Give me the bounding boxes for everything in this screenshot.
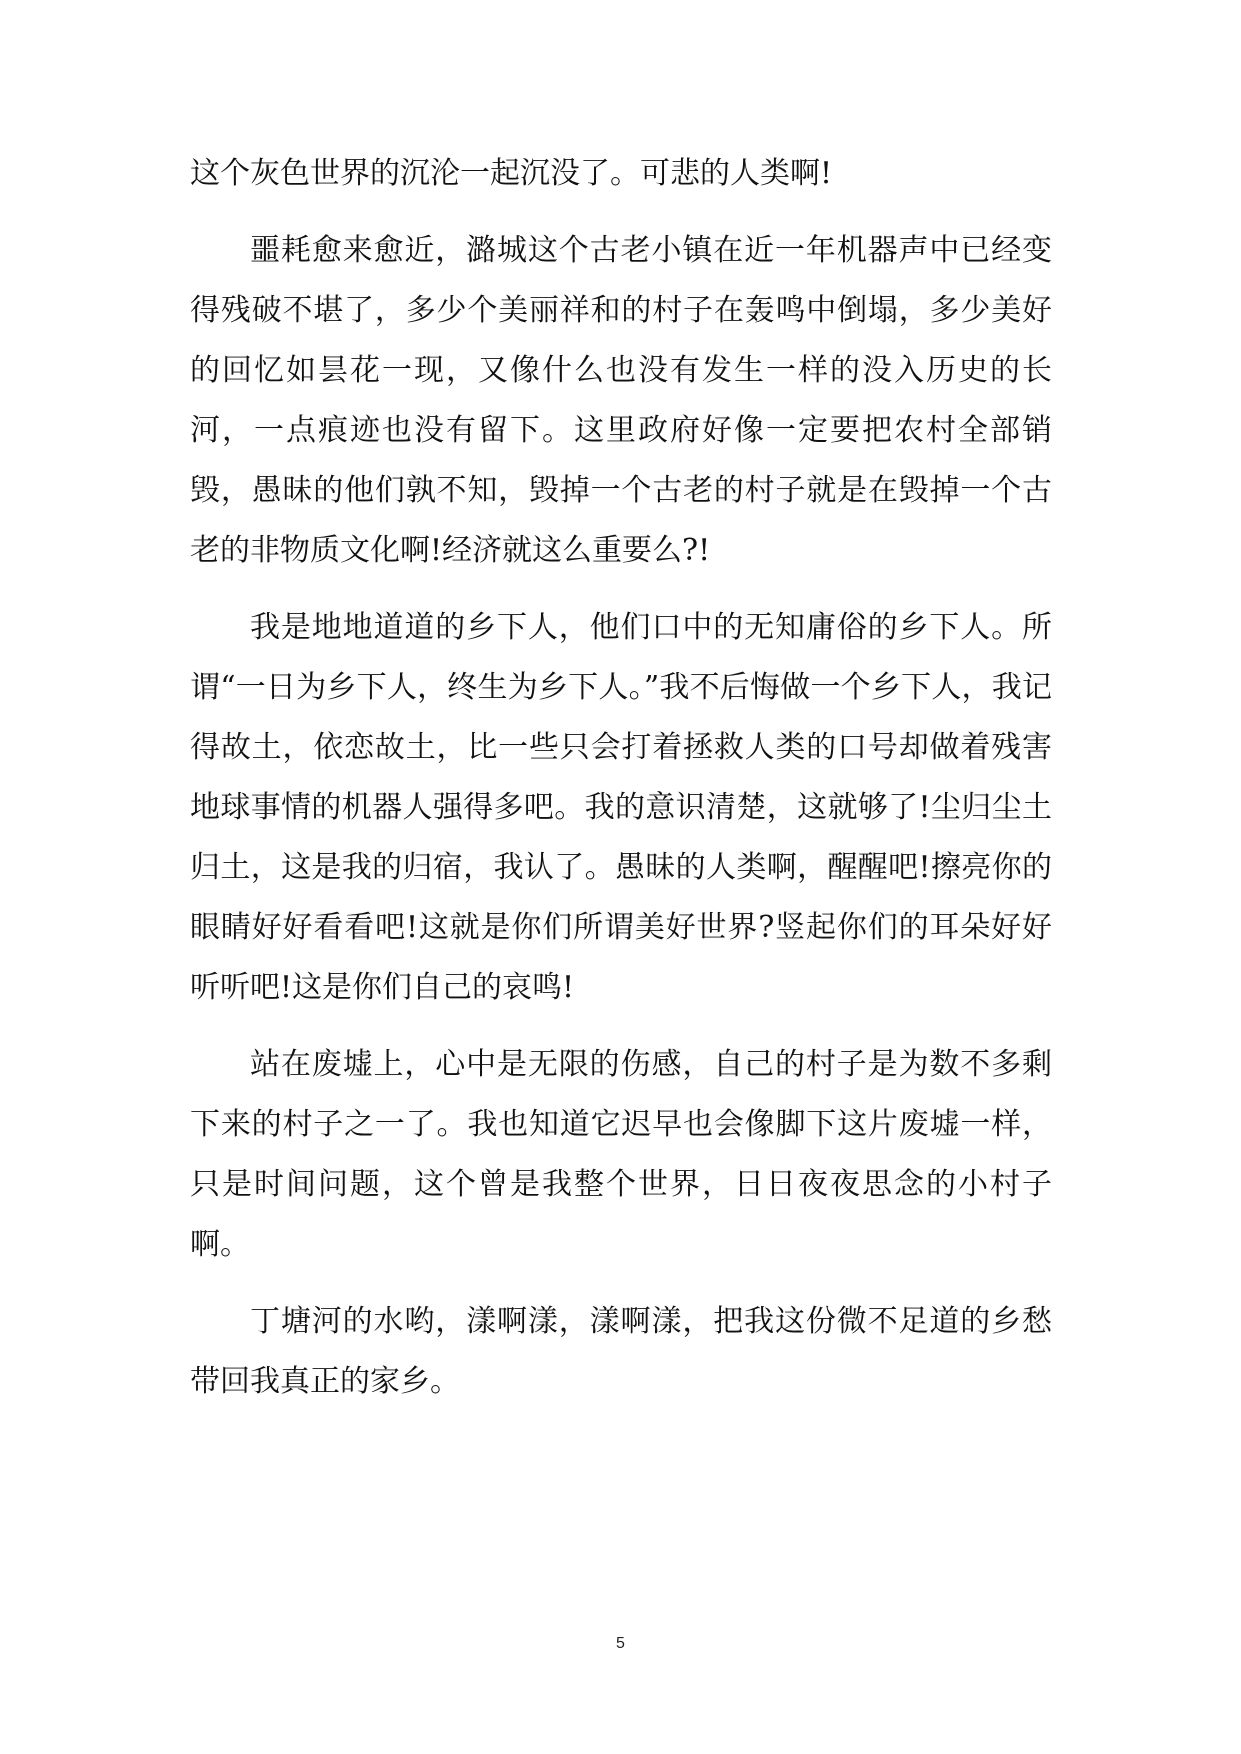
paragraph-continued: 这个灰色世界的沉沦一起沉没了。可悲的人类啊! [190,156,833,191]
body-text [190,144,1052,1429]
page-number: 5 [616,1635,625,1652]
paragraph: 噩耗愈来愈近，潞城这个古老小镇在近一年机器声中已经变得残破不堪了，多少个美丽祥和的村子在轰鸣中倒塌，多少美好的回忆如昙花一现，又像什么也没有发生一样的没入历史的长河，一点痕迹也没有留下。这里政府好像一定要把农村全部销毁，愚昧的他们孰不知，毁掉一个古老的村子就是在毁掉一个古老的非物质文化啊!经济就这么重要么?! [190,233,1052,568]
paragraph: 丁塘河的水哟，漾啊漾，漾啊漾，把我这份微不足道的乡愁带回我真正的家乡。 [190,1304,1052,1399]
paragraph: 我是地地道道的乡下人，他们口中的无知庸俗的乡下人。所谓“一日为乡下人，终生为乡下人。”我不后悔做一个乡下人，我记得故土，依恋故土，比一些只会打着拯救人类的口号却做着残害地球事情的机器人强得多吧。我的意识清楚，这就够了!尘归尘土归土，这是我的归宿，我认了。愚昧的人类啊，醒醒吧!擦亮你的眼睛好好看看吧!这就是你们所谓美好世界?竖起你们的耳朵好好听听吧!这是你们自己的哀鸣! [190,610,1052,1005]
paragraph: 站在废墟上，心中是无限的伤感，自己的村子是为数不多剩下来的村子之一了。我也知道它迟早也会像脚下这片废墟一样，只是时间问题，这个曾是我整个世界，日日夜夜思念的小村子啊。 [190,1047,1052,1262]
